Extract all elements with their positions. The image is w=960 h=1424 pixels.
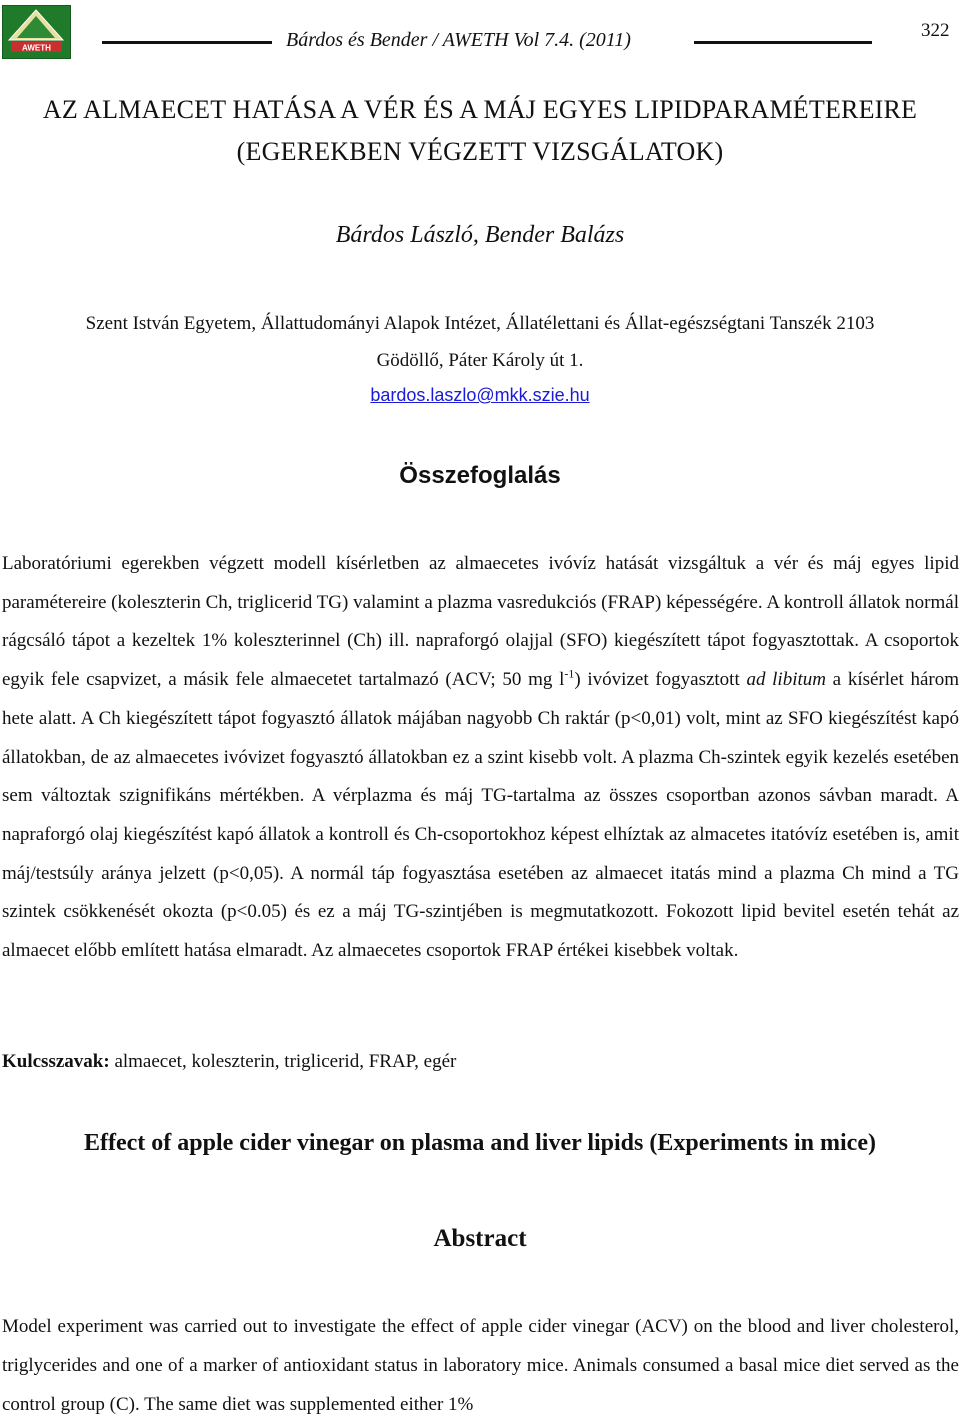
page-header	[0, 0, 960, 70]
article-title	[0, 89, 960, 173]
affiliation	[0, 305, 960, 379]
abstract-en-paragraph: Model experiment was carried out to investigate the effect of apple cider vinegar (ACV) on the blood and liver cholesterol, triglycerides and one of a marker of antioxidant status in laboratory mice. Animals consumed a basal mice diet served as the control group (C). The same diet was supplemented either 1%	[2, 1316, 959, 1415]
page-number: 322	[921, 20, 950, 41]
keywords-text: almaecet, koleszterin, triglicerid, FRAP, egér	[109, 1051, 457, 1072]
english-title: Effect of apple cider vinegar on plasma and liver lipids (Experiments in mice)	[84, 1130, 876, 1156]
logo-graphic	[3, 6, 70, 58]
summary-hu-text-2: ) ivóvizet fogyasztott	[574, 669, 747, 691]
affiliation-line-2: Gödöllő, Páter Károly út 1.	[376, 350, 584, 371]
affiliation-line-1: Szent István Egyetem, Állattudományi Alapok Intézet, Állatélettani és Állat-egészségtani Tanszék 2103	[85, 313, 875, 334]
article-title-line-2: (EGEREKBEN VÉGZETT VIZSGÁLATOK)	[236, 137, 724, 166]
header-rule-left	[102, 41, 272, 44]
summary-hu-superscript: -1	[564, 666, 575, 681]
email-container	[0, 385, 960, 406]
journal-reference: Bárdos és Bender / AWETH Vol 7.4. (2011)	[286, 29, 631, 51]
header-rule-right	[694, 41, 872, 44]
keywords-label: Kulcsszavak:	[2, 1051, 110, 1072]
article-title-line-1: AZ ALMAECET HATÁSA A VÉR ÉS A MÁJ EGYES LIPIDPARAMÉTEREIRE	[42, 95, 918, 124]
summary-hu-text-1: Laboratóriumi egerekben végzett modell kísérletben az almaecetes ivóvíz hatását vizsgáltuk a vér és máj egyes lipid paramétereire (koleszterin Ch, triglicerid TG) valamint a plazma vasredukciós (FRAP) képességére. A kontroll állatok normál rágcsáló tápot a kezeltek 1% koleszterinnel (Ch) ill. napraforgó olajjal (SFO) kiegészített tápot fogyasztottak. A csoportok egyik fele csapvizet, a másik fele almaecetet tartalmazó (ACV; 50 mg l	[2, 553, 959, 691]
logo-text: AWETH	[22, 43, 51, 53]
abstract-en-body	[2, 1307, 959, 1424]
summary-hu-body	[2, 545, 959, 971]
summary-heading: Összefoglalás	[399, 462, 561, 489]
journal-logo	[2, 5, 71, 59]
keywords	[2, 1051, 959, 1073]
summary-hu-paragraph	[2, 545, 959, 971]
abstract-heading: Abstract	[433, 1225, 527, 1252]
email-link[interactable]: bardos.laszlo@mkk.szie.hu	[370, 385, 590, 405]
summary-hu-text-3: a kísérlet három hete alatt. A Ch kiegészített tápot fogyasztó állatok májában nagyobb Ch raktár (p<0,01) volt, mint az SFO kiegészítést kapó állatokban, de az almaecetes ivóvizet fogyasztó állatokban ez a szint kisebb volt. A plazma Ch-szintek egyik kezelés esetében sem változtak szignifikáns mértékben. A vérplazma és máj TG-tartalma az összes csoportban azonos sávban maradt. A napraforgó olaj kiegészítést kapó állatok a kontroll és Ch-csoportokhoz képest elhíztak az almacetes itatóvíz esetében is, amit máj/testsúly aránya jelzett (p<0,05). A normál táp fogyasztása esetében az almaecet itatás mind a plazma Ch mind a TG szintek csökkenését okozta (p<0.05) és ez a máj TG-szintjében is megmutatkozott. Fokozott lipid bevitel esetén tehát az almaecet előbb említett hatása elmaradt. Az almaecetes csoportok FRAP értékei kisebbek voltak.	[2, 669, 959, 962]
authors: Bárdos László, Bender Balázs	[335, 222, 625, 248]
summary-hu-italic: ad libitum	[746, 669, 826, 691]
